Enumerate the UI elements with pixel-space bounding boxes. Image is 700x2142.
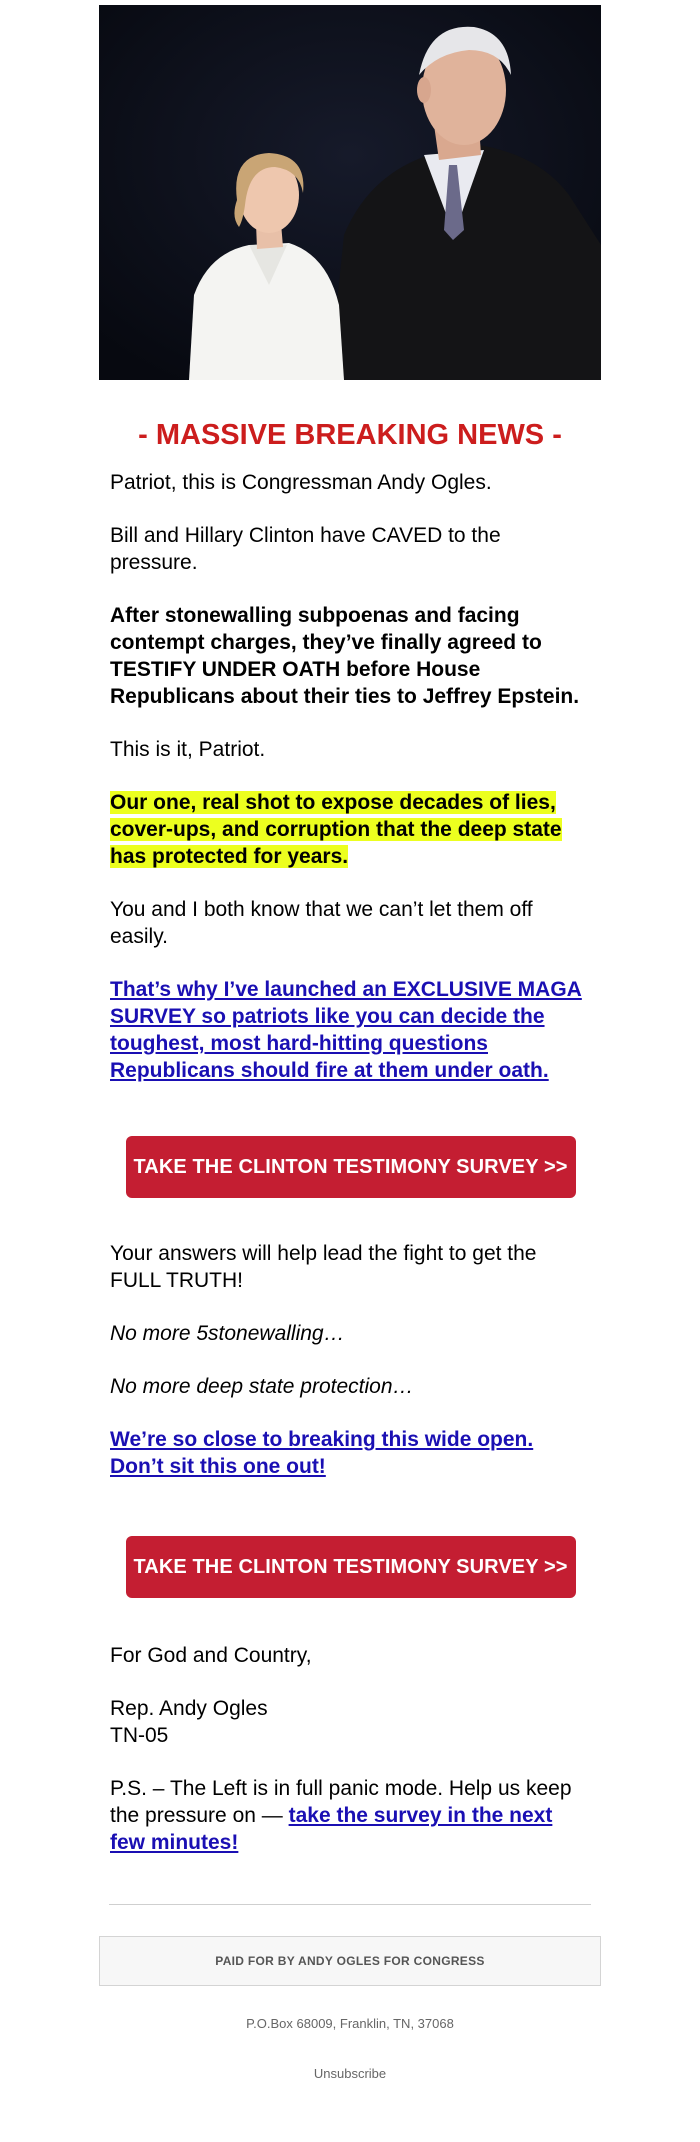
survey-button-top[interactable]: TAKE THE CLINTON TESTIMONY SURVEY >> xyxy=(126,1136,576,1198)
no-more-stonewalling-text: No more 5stonewalling… xyxy=(110,1322,345,1345)
highlighted-text: Our one, real shot to expose decades of lies, cover-ups, and corruption that the deep state has protected for years. xyxy=(110,791,562,868)
unsubscribe-link[interactable]: Unsubscribe xyxy=(313,2066,387,2081)
hero-illustration xyxy=(99,5,601,380)
signature-district: TN-05 xyxy=(110,1724,169,1747)
survey-link[interactable]: That’s why I’ve launched an EXCLUSIVE MAGA SURVEY so patriots like you can decide the toughest, most hard-hitting questions Republicans should fire at them under oath. xyxy=(110,978,582,1082)
survey-button-bottom[interactable]: TAKE THE CLINTON TESTIMONY SURVEY >> xyxy=(126,1536,576,1598)
cant-let-text: You and I both know that we can’t let them off easily. xyxy=(110,898,533,948)
email-container xyxy=(99,5,601,2081)
intro-text: Patriot, this is Congressman Andy Ogles. xyxy=(110,471,492,494)
ps-survey-link[interactable]: take the survey in the next few minutes! xyxy=(110,1804,553,1854)
headline: - MASSIVE BREAKING NEWS - xyxy=(138,419,562,451)
mailing-address: P.O.Box 68009, Franklin, TN, 37068 xyxy=(246,2016,454,2031)
signature-name: Rep. Andy Ogles xyxy=(110,1697,268,1720)
no-more-protection-text: No more deep state protection… xyxy=(110,1375,414,1398)
email-body xyxy=(99,469,601,1856)
caved-text: Bill and Hillary Clinton have CAVED to the pressure. xyxy=(110,524,501,574)
testify-text: After stonewalling subpoenas and facing contempt charges, they’ve finally agreed to TESTIFY UNDER OATH before House Republicans about their ties to Jeffrey Epstein. xyxy=(110,604,580,708)
ps-text: P.S. – The Left is in full panic mode. Help us keep the pressure on — xyxy=(110,1777,572,1827)
answers-text: Your answers will help lead the fight to get the FULL TRUTH! xyxy=(110,1242,537,1292)
hero-photo xyxy=(99,5,601,380)
signoff-text: For God and Country, xyxy=(110,1644,312,1667)
close-link[interactable]: We’re so close to breaking this wide open. Don’t sit this one out! xyxy=(110,1428,534,1478)
paid-for-disclaimer: PAID FOR BY ANDY OGLES FOR CONGRESS xyxy=(99,1936,601,1986)
footer-divider xyxy=(109,1904,591,1905)
ps-paragraph xyxy=(110,1775,591,1856)
this-is-it-text: This is it, Patriot. xyxy=(110,738,266,761)
